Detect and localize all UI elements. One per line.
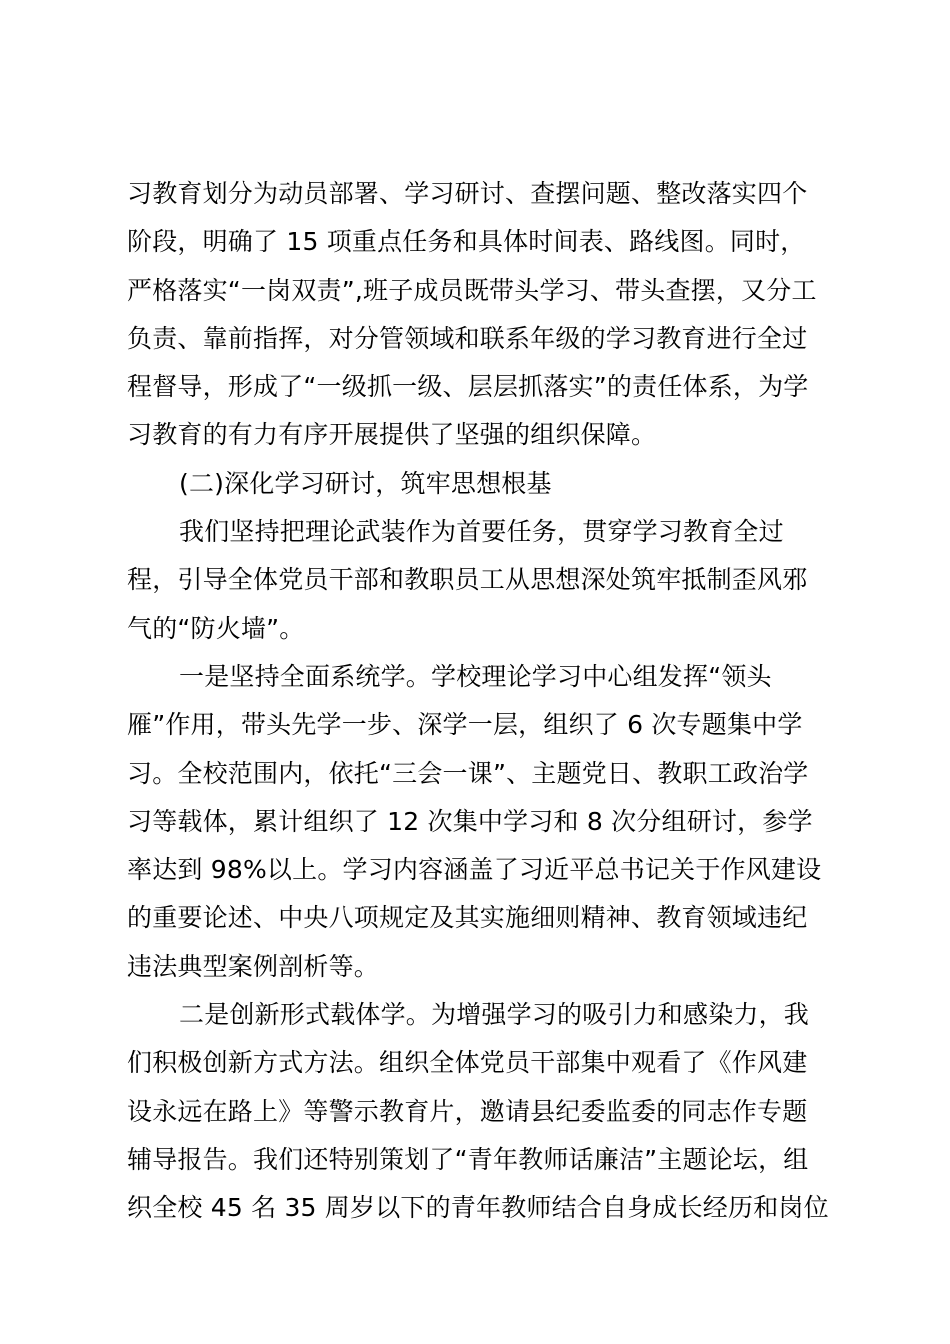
text-line: 严格落实“一岗双责”,班子成员既带头学习、带头查摆，又分工 <box>127 275 817 305</box>
document-body <box>127 170 827 1233</box>
text-line: 雁”作用，带头先学一步、深学一层，组织了 6 次专题集中学 <box>127 710 803 740</box>
paragraph-start-line: 我们坚持把理论武装作为首要任务，贯穿学习教育全过 <box>179 517 784 547</box>
paragraph-start-line: 一是坚持全面系统学。学校理论学习中心组发挥“领头 <box>179 661 772 691</box>
text-line: 习教育划分为动员部署、学习研讨、查摆问题、整改落实四个 <box>127 179 808 208</box>
text-line: 违法典型案例剖析等。 <box>127 951 380 981</box>
paragraph-start-line: 二是创新形式载体学。为增强学习的吸引力和感染力，我 <box>179 1000 810 1030</box>
text-line: 习。全校范围内，依托“三会一课”、主题党日、教职工政治学 <box>127 758 809 788</box>
text-line: 程，引导全体党员干部和教职员工从思想深处筑牢抵制歪风邪 <box>127 565 808 595</box>
text-line: 的重要论述、中央八项规定及其实施细则精神、教育领域违纪 <box>127 903 808 933</box>
text-line: 率达到 98%以上。学习内容涵盖了习近平总书记关于作风建设 <box>127 855 822 885</box>
text-line: 习等载体，累计组织了 12 次集中学习和 8 次分组研讨，参学 <box>127 806 813 836</box>
text-line: 设永远在路上》等警示教育片，邀请县纪委监委的同志作专题 <box>127 1096 808 1126</box>
text-line: 辅导报告。我们还特别策划了“青年教师话廉洁”主题论坛，组 <box>127 1144 809 1174</box>
text-line: 织全校 45 名 35 周岁以下的青年教师结合自身成长经历和岗位 <box>127 1193 829 1223</box>
text-line: 负责、靠前指挥，对分管领域和联系年级的学习教育进行全过 <box>127 323 808 353</box>
text-line: 程督导，形成了“一级抓一级、层层抓落实”的责任体系，为学 <box>127 372 809 402</box>
text-line: 们积极创新方式方法。组织全体党员干部集中观看了《作风建 <box>127 1048 808 1078</box>
text-line: 阶段，明确了 15 项重点任务和具体时间表、路线图。同时， <box>127 227 806 257</box>
text-line: 气的“防火墙”。 <box>127 613 305 643</box>
text-line: 习教育的有力有序开展提供了坚强的组织保障。 <box>127 420 657 450</box>
section-heading: (二)深化学习研讨，筑牢思想根基 <box>179 468 552 498</box>
